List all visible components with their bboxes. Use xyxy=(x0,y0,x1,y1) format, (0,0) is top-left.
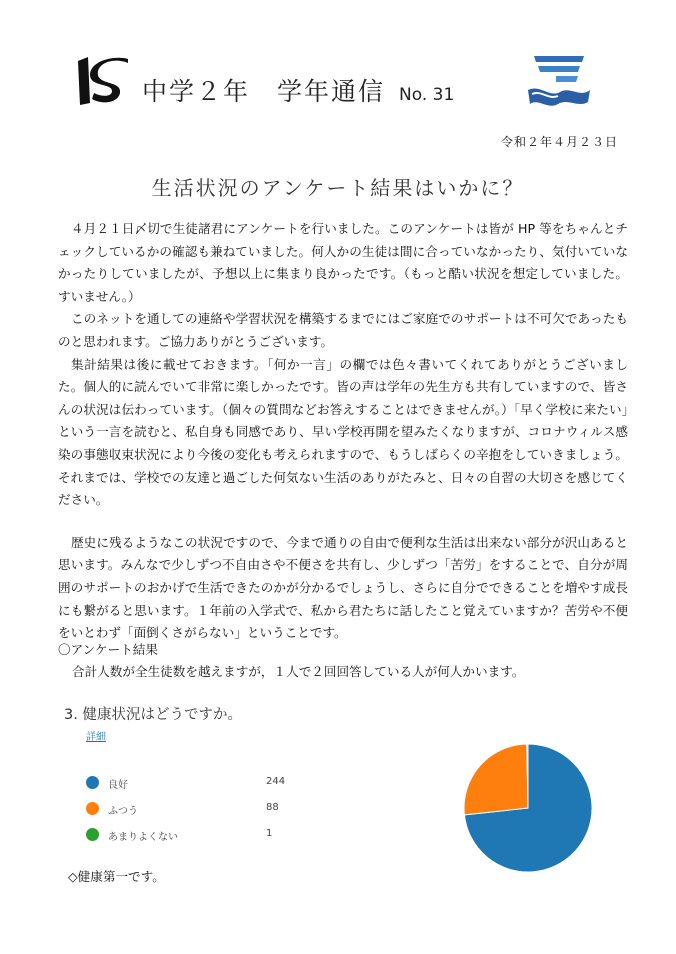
legend-swatch xyxy=(86,802,99,815)
newsletter-title xyxy=(142,72,454,108)
issue-number: No. 31 xyxy=(399,85,455,105)
wave-emblem-icon xyxy=(526,54,592,110)
legend-count: 244 xyxy=(266,776,286,787)
issue-date: 令和２年４月２３日 xyxy=(500,135,618,149)
paragraph: ４月２１日〆切で生徒諸君にアンケートを行いました。このアンケートは皆が HP 等をちゃんとチェックしているかの確認も兼ねていました。何人かの生徒は間に合っていなかったり、気付いていなかったりしていましたが、予想以上に集まり良かったです。（もっと酷い状況を想定していました。すいません。） xyxy=(58,221,628,304)
article-title: 生活状況のアンケート結果はいかに？ xyxy=(151,176,525,200)
school-emblem-icon xyxy=(74,55,130,107)
footer-note: ◇健康第一です。 xyxy=(68,869,165,884)
legend-count: 88 xyxy=(266,802,279,813)
results-note: 合計人数が全生徒数を越えますが，１人で２回回答している人が何人かいます。 xyxy=(72,664,525,679)
paragraph: このネットを通しての連絡や学習状況を構築するまでにはご家庭でのサポートは不可欠であったものと思われます。ご協力ありがとうございます。 xyxy=(58,311,628,349)
paragraph: 歴史に残るようなこの状況ですので、今まで通りの自由で便利な生活は出来ない部分が沢山あると思います。みんなで少しずつ不自由さや不便さを共有し、少しずつ「苦労」をすることで、自分が周囲のサポートのおかげで生活できたのかが分かるでしょうし、さらに自分でできることを増やす成長にも繋がると思います。１年前の入学式で、私から君たちに話したこと覚えていますか？苦労や不便をいとわず「面倒くさがらない」ということです。 xyxy=(58,534,628,641)
detail-link[interactable]: 詳細 xyxy=(86,732,106,743)
pie-slice-1 xyxy=(464,744,528,815)
results-heading: 〇アンケート結果 xyxy=(58,642,158,657)
legend-swatch xyxy=(86,776,99,789)
legend-swatch xyxy=(86,828,99,841)
legend-label: 良好 xyxy=(108,780,128,791)
article-body xyxy=(58,218,628,645)
question-title: 3. 健康状況はどうですか。 xyxy=(64,707,242,723)
title-text: 中学２年 学年通信 xyxy=(142,77,386,106)
legend-label: あまりよくない xyxy=(108,832,178,843)
legend-count: 1 xyxy=(266,828,273,839)
legend-label: ふつう xyxy=(108,806,138,817)
pie-chart xyxy=(462,742,594,874)
paragraph: 集計結果は後に載せておきます。「何か一言」の欄では色々書いてくれてありがとうございました。個人的に読んでいて非常に楽しかったです。皆の声は学年の先生方も共有していますので、皆さんの状況は伝わっています。（個々の質問などお答えすることはできませんが。）「早く学校に来たい」という一言を読むと、私自身も同感であり、早い学校再開を望みたくなりますが、コロナウィルス感染の事態収束状況により今後の変化も考えられますので、もうしばらくの辛抱をしていきましょう。それまでは、学校での友達と過ごした何気ない生活のありがたみと、日々の自習の大切さを感じてください。 xyxy=(58,356,628,508)
